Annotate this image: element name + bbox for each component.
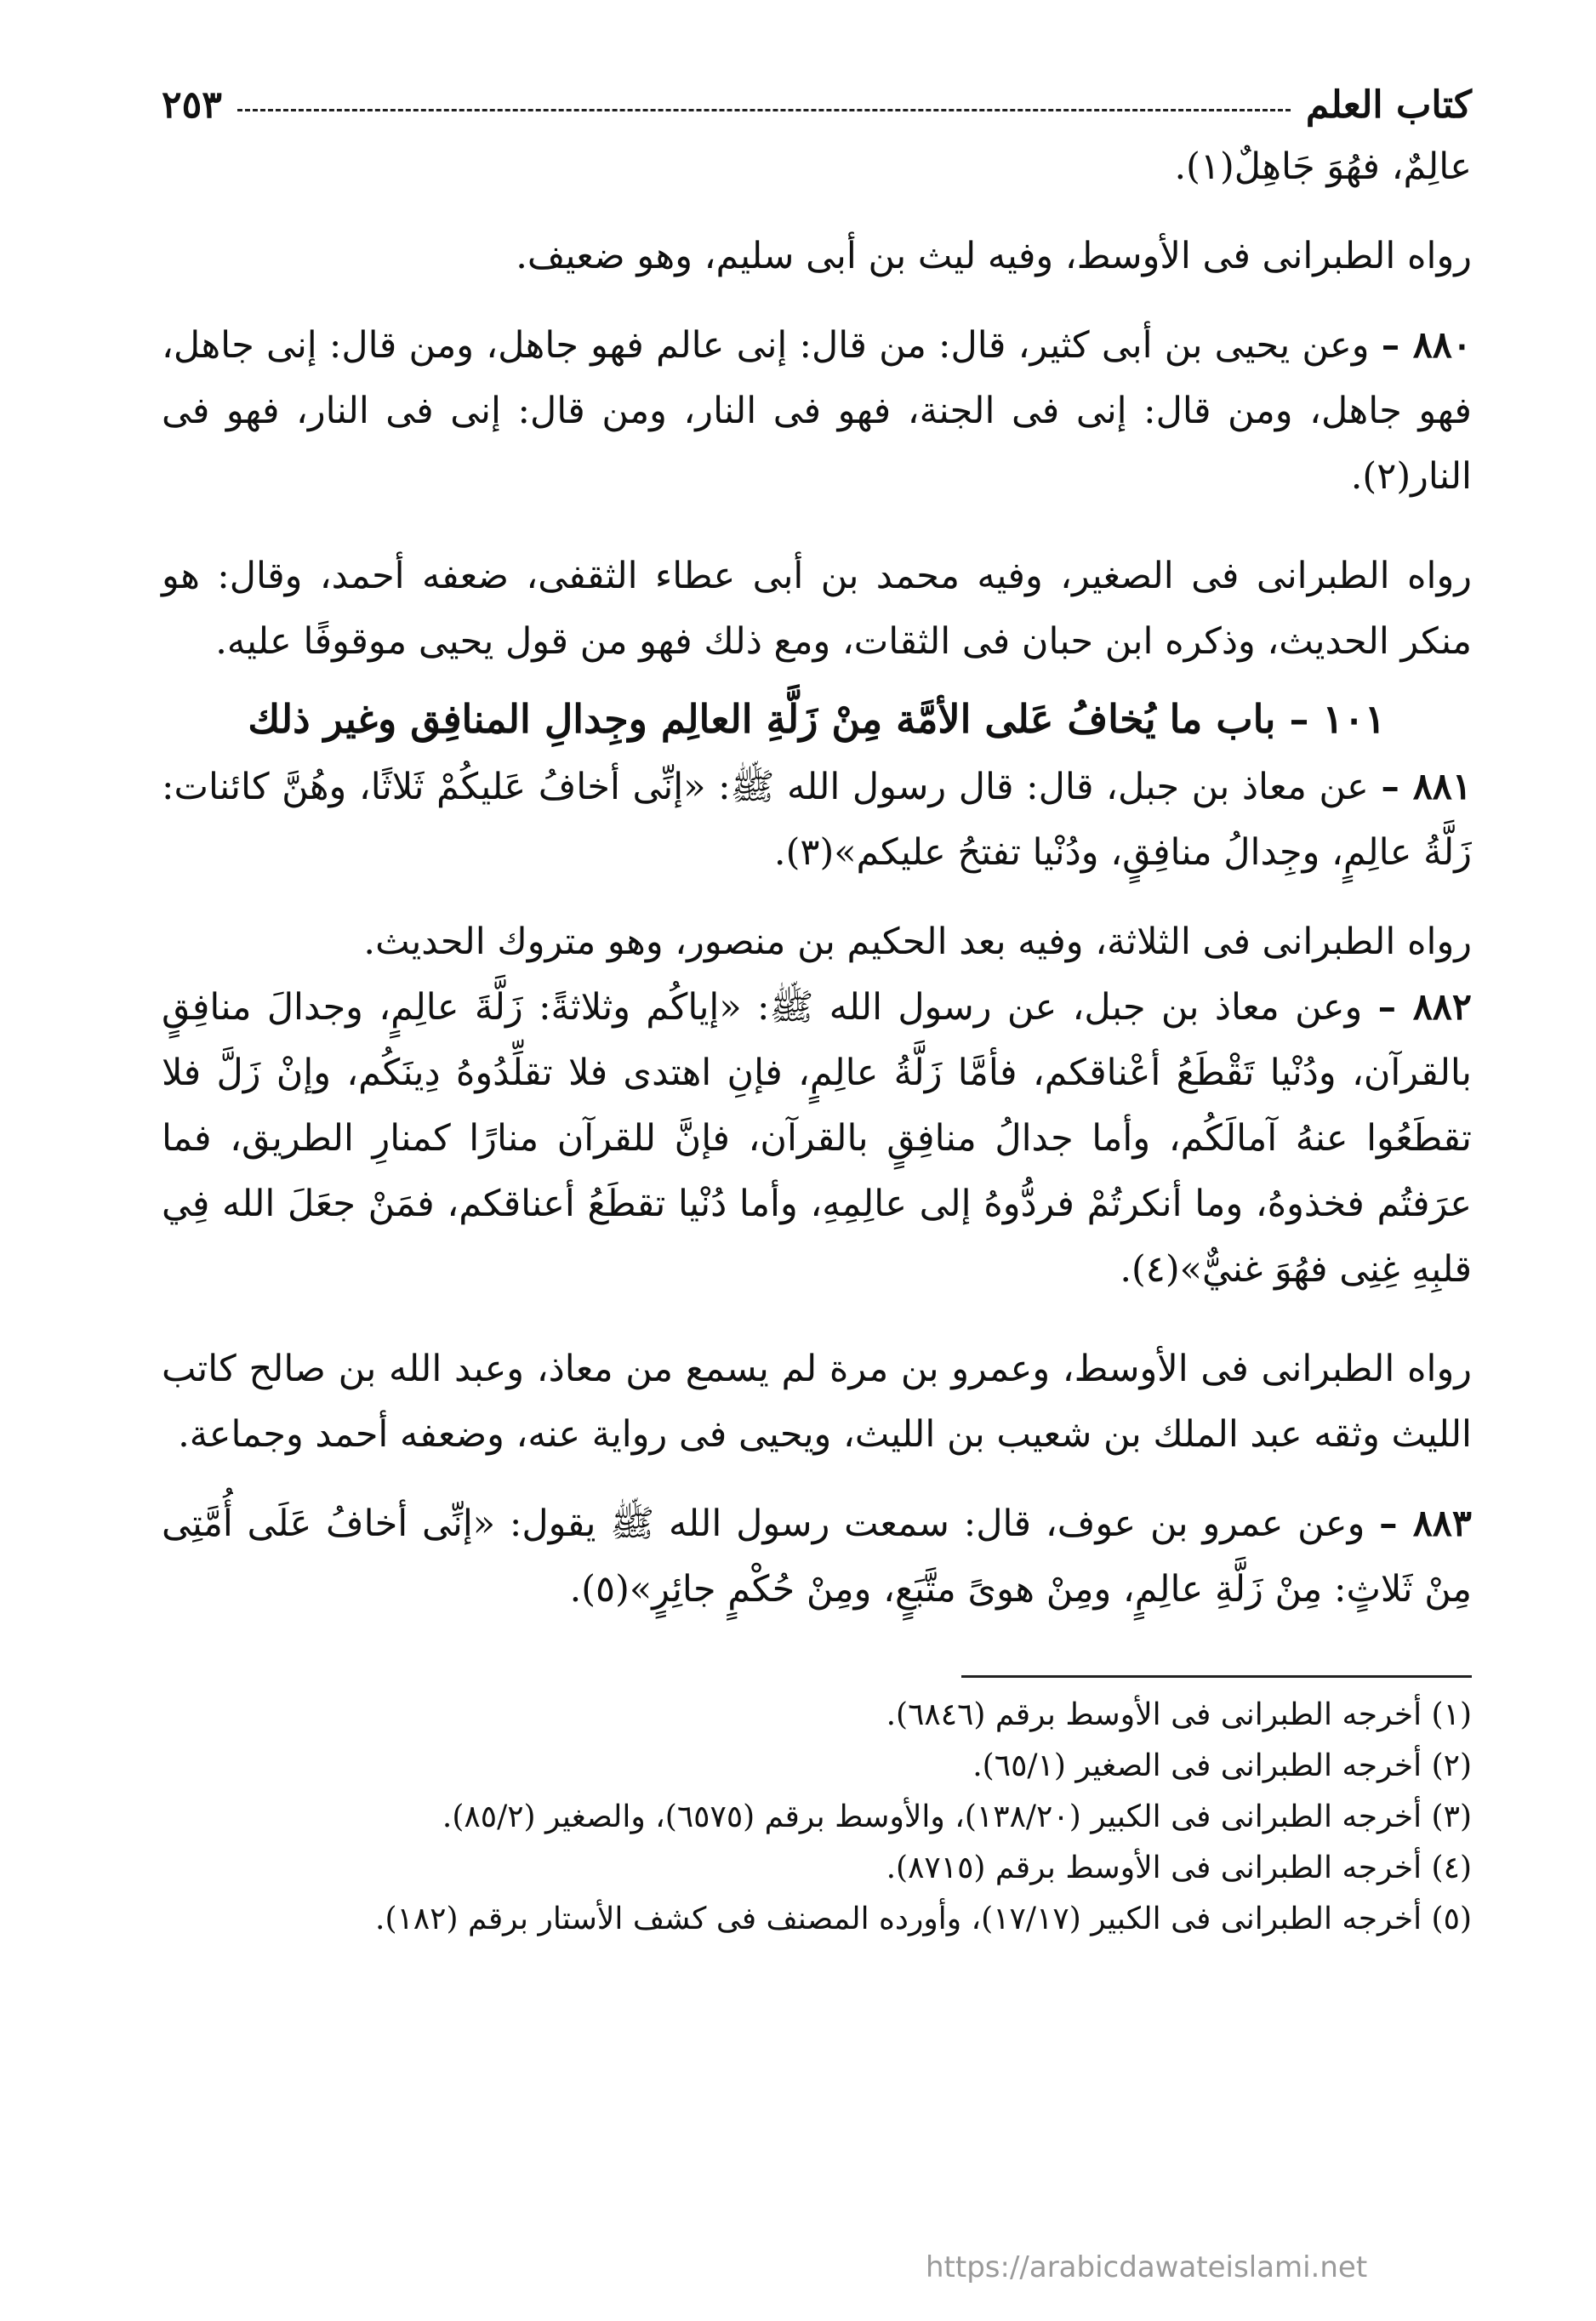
running-header (162, 75, 1472, 134)
footnote: (١) أخرجه الطبرانى فى الأوسط برقم (٦٨٤٦). (886, 1697, 1472, 1732)
footnote: (٥) أخرجه الطبرانى فى الكبير (١٧/١٧)، وأورده المصنف فى كشف الأستار برقم (١٨٢). (375, 1902, 1472, 1936)
spacer (162, 510, 1472, 544)
footnote: (٢) أخرجه الطبرانى فى الصغير (٦٥/١). (972, 1748, 1472, 1783)
hadith-text: وعن معاذ بن جبل، عن رسول الله ﷺ: «إياكُم وثلاثةً: زَلَّةَ عالِمٍ، وجدالَ منافِقٍ بالقرآن، ودُنْيا تَقْطَعُ أعْناقكم، فأمَّا زَلَّةُ عالِمٍ، فإنِ اهتدى فلا تقلِّدُوهُ دِينَكُم، وإنْ زَلَّ فلا تقطَعُوا عنهُ آمالَكُم، وأما جدالُ منافِقٍ بالقرآن، فإنَّ للقرآن منارًا كمنارِ الطريق، فما عرَفتُم فخذوهُ، وما أنكرتُمْ فردُّوهُ إلى عالِمِهِ، وأما دُنْيا تقطَعُ أعناقكم، فمَنْ جعَلَ الله فِي قلبِهِ غِنِى فهُوَ غنيٌّ»(٤). (162, 986, 1472, 1291)
chapter-heading: ١٠١ – باب ما يُخافُ عَلى الأمَّة مِنْ زَلَّةِ العالِم وجِدالِ المنافِق وغير ذلك (248, 696, 1386, 742)
header-divider (237, 109, 1291, 111)
page-number: ٢٥٣ (162, 83, 222, 127)
spacer (162, 1468, 1472, 1491)
spacer (162, 1303, 1472, 1337)
hadith-number: ٨٨١ – (1381, 766, 1472, 808)
hadith-text: وعن يحيى بن أبى كثير، قال: من قال: إنى عالم فهو جاهل، ومن قال: إنى جاهل، فهو جاهل، ومن قال: إنى فى الجنة، فهو فى النار، ومن قال: إنى فى النار، فهو فى النار(٢). (162, 324, 1472, 498)
hadith-number: ٨٨٣ – (1379, 1503, 1472, 1545)
footnote: (٣) أخرجه الطبرانى فى الكبير (١٣٨/٢٠)، والأوسط برقم (٦٥٧٥)، والصغير (٨٥/٢). (442, 1799, 1472, 1834)
footnote-separator (961, 1675, 1472, 1678)
paragraph-narration-note: رواه الطبرانى فى الأوسط، وفيه ليث بن أبى سليم، وهو ضعيف. (516, 235, 1472, 277)
hadith-text: وعن عمرو بن عوف، قال: سمعت رسول الله ﷺ يقول: «إنِّى أخافُ عَلَى أُمَّتِى مِنْ ثَلاثٍ: مِنْ زَلَّةِ عالِمٍ، ومِنْ هوىً متَّبَعٍ، ومِنْ حُكْمٍ جائِرٍ»(٥). (162, 1503, 1472, 1611)
hadith-number: ٨٨٠ – (1381, 324, 1472, 367)
footnotes (162, 1690, 1472, 1945)
hadith-882 (162, 975, 1472, 1303)
paragraph-continuation: عالِمٌ، فهُوَ جَاهِلٌ(١). (1174, 145, 1472, 188)
website-watermark: https://arabicdawateislami.net (926, 2250, 1368, 2284)
footnote: (٤) أخرجه الطبرانى فى الأوسط برقم (٨٧١٥). (886, 1851, 1472, 1885)
paragraph-narration-note: رواه الطبرانى فى الصغير، وفيه محمد بن أبى عطاء الثقفى، ضعفه أحمد، وقال: هو منكر الحديث، وذكره ابن حبان فى الثقات، ومع ذلك فهو من قول يحيى موقوفًا عليه. (162, 555, 1472, 663)
hadith-881 (162, 755, 1472, 886)
spacer (162, 200, 1472, 224)
hadith-text: عن معاذ بن جبل، قال: قال رسول الله ﷺ: «إنِّى أخافُ عَليكُمْ ثَلاثًا، وهُنَّ كائنات: زَلَّةُ عالِمٍ، وجِدالُ منافِقٍ، ودُنْيا تفتحُ عليكم»(٣). (162, 766, 1472, 874)
hadith-number: ٨٨٢ – (1377, 986, 1472, 1029)
spacer (162, 886, 1472, 910)
hadith-880 (162, 313, 1472, 510)
hadith-883 (162, 1491, 1472, 1622)
book-page (162, 75, 1472, 1945)
book-title: كتاب العلم (1305, 83, 1472, 127)
paragraph-narration-note: رواه الطبرانى فى الأوسط، وعمرو بن مرة لم يسمع من معاذ، وعبد الله بن صالح كاتب الليث وثقه عبد الملك بن شعيب بن الليث، ويحيى فى رواية عنه، وضعفه أحمد وجماعة. (162, 1348, 1472, 1456)
spacer (162, 289, 1472, 313)
paragraph-narration-note: رواه الطبرانى فى الثلاثة، وفيه بعد الحكيم بن منصور، وهو متروك الحديث. (363, 921, 1472, 963)
